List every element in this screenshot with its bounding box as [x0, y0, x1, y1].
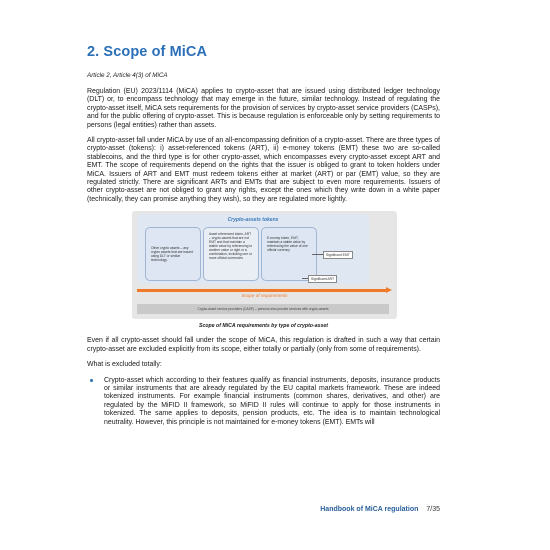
casp-bar: Crypto-asset service providers (CASP) – persons who provide services with crypto-assets [137, 304, 389, 314]
arrowhead-icon [386, 287, 392, 293]
page-footer [300, 506, 440, 513]
scope-of-requirements-label: Scope of requirements [241, 293, 288, 299]
footer-title: Handbook of MiCA regulation [320, 506, 419, 513]
list-item [87, 377, 440, 427]
paragraph-intro: Regulation (EU) 2023/1114 (MiCA) applies to crypto-asset that are issued using distributed ledger technology (DLT) or, to encompass technology that may emerge in the future, similar technology. Instead of regulating the crypto-asset itself, MiCA sets requirements for the provision of services by crypto-asset service providers (CASPs), and for the public offering of crypto-asset. This is because regulation is enforceable only by setting requirements to persons (legal entities) rather than assets. [87, 88, 440, 129]
art-box: Asset referenced token, ART – crypto-assets that are not EMT and that maintain a stable value by referencing to another value or right or a combination, including one or more official currencies [203, 227, 259, 281]
crypto-assets-tokens-panel [137, 214, 369, 284]
page-content [87, 44, 440, 427]
figure-title: Crypto-assets tokens [227, 217, 279, 224]
figure-caption: Scope of MiCA requirements by type of crypto-asset [199, 323, 328, 330]
list-item-text: Crypto-asset which according to their features qualify as financial instruments, deposits, insurance products or similar instruments that are already regulated by the EU capital markets framework. These are indeed tokenized instruments. For example financial instruments (common shares, derivatives, and other) are regulated by the MiFID II framework, so MiFID II rules will continue to apply for those instruments in tokenized. The same applies to deposits, pension products, etc. The idea is to maintain technological neutrality. However, this principle is not maintained for e-money tokens (EMT). EMTs will [104, 376, 440, 426]
page-number: 7/35 [426, 506, 440, 513]
section-title: 2. Scope of MiCA [87, 44, 208, 60]
paragraph-exclusions: Even if all crypto-asset should fall under the scope of MiCA, this regulation is drafted in such a way that certain crypto-asset are excluded explicitly from its scope, either totally or partially (only from some of requirements). [87, 337, 440, 353]
scope-figure [132, 211, 397, 319]
paragraph-excluded-totally: What is excluded totally: [87, 361, 162, 369]
other-crypto-assets-box: Other crypto assets – any crypto assets that are issued using DLT or similar technology. [145, 227, 201, 281]
significant-art-label: Significant ART [308, 275, 337, 283]
exclusion-list [87, 377, 440, 427]
emt-box: E-money token, EMT, maintain a stable value by referencing the value of one official currency [261, 227, 317, 281]
connector-line [312, 254, 323, 255]
paragraph-token-types: All crypto-asset fall under MiCA by use of an all-encompassing definition of a crypto-asset. There are three types of crypto-asset (tokens): i) asset-referenced tokens (ART), ii) e-money tokens (EMT) these two are so-called stablecoins, and the third type is for other crypto-asset, which encompasses every crypto-asset except ART and EMT. The scope of requirements depend on the rights that the issuer is obliged to grant to token holders under MiCA. Issuers of ART and EMT must redeem tokens either at market (ART) or par (EMT) value, so they are regulated strictly. There are significant ARTs and EMTs that are subject to even more requirements. Issuers of other crypto-asset are not obliged to grant any rights, except the ones which they write down in a white paper (technically, they can promise anything they wish), so they are regulated more lightly. [87, 137, 440, 203]
scope-arrow [137, 289, 387, 292]
article-reference: Article 2, Article 4(3) of MiCA [87, 72, 168, 79]
bullet-icon [90, 379, 93, 382]
significant-emt-label: Significant EMT [323, 251, 353, 259]
